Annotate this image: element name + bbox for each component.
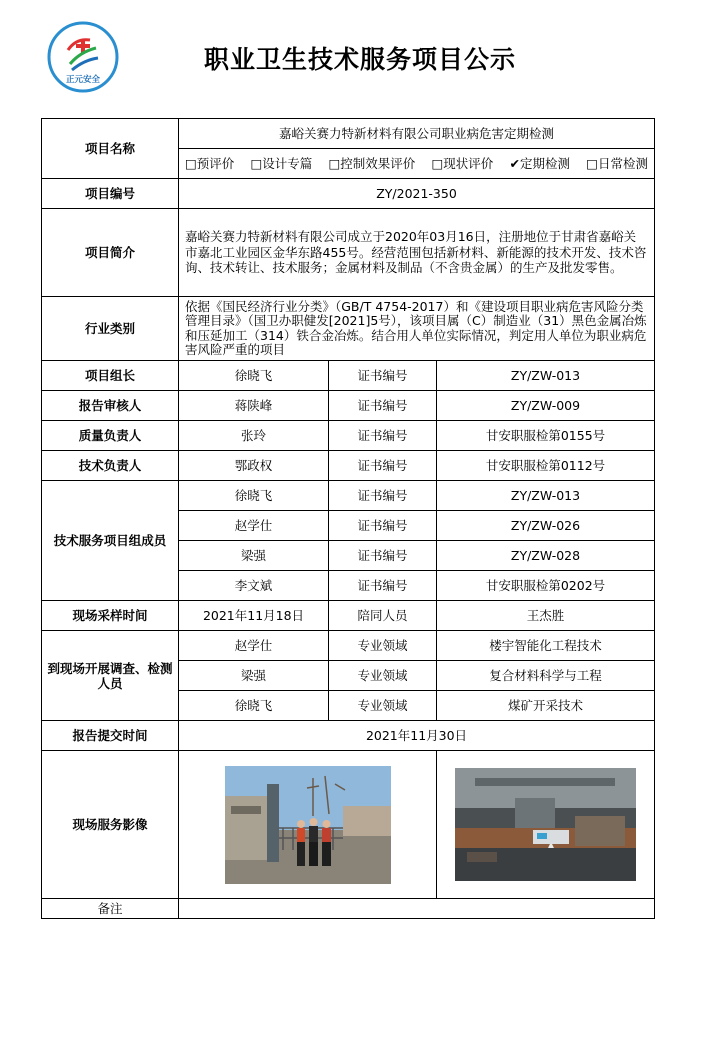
cert-label: 证书编号	[329, 511, 437, 541]
cert-label: 证书编号	[329, 451, 437, 481]
onsite-label: 到现场开展调查、检测人员	[42, 631, 179, 721]
team-member-cert: ZY/ZW-013	[437, 481, 655, 511]
team-label: 技术服务项目组成员	[42, 481, 179, 601]
leader-role: 技术负责人	[42, 451, 179, 481]
onsite-person-field: 复合材料科学与工程	[437, 661, 655, 691]
team-member-name: 徐晓飞	[179, 481, 329, 511]
option-pre-evaluation: □预评价	[185, 156, 235, 171]
site-photo-gate	[225, 766, 391, 884]
companion-name: 王杰胜	[437, 601, 655, 631]
option-daily-test: □日常检测	[586, 156, 648, 171]
project-type-options	[179, 149, 655, 179]
team-member-name: 赵学仕	[179, 511, 329, 541]
report-date-label: 报告提交时间	[42, 721, 179, 751]
project-name-value: 嘉峪关赛力特新材料有限公司职业病危害定期检测	[179, 119, 655, 149]
field-label: 专业领域	[329, 631, 437, 661]
remarks-label: 备注	[42, 899, 179, 919]
industry-text: 依据《国民经济行业分类》（GB/T 4754-2017）和《建设项目职业病危害风险分类管理目录》（国卫办职健发[2021]5号），该项目属（C）制造业（31）黑色金属冶炼和压延加工（314）铁合金冶炼。结合用人单位实际情况，判定用人单位为职业病危害风险严重的项目	[179, 297, 655, 361]
project-number-label: 项目编号	[42, 179, 179, 209]
team-member-cert: 甘安职服检第0202号	[437, 571, 655, 601]
option-periodic-test: ✔定期检测	[509, 156, 570, 171]
leader-role: 报告审核人	[42, 391, 179, 421]
field-label: 专业领域	[329, 691, 437, 721]
project-number-value: ZY/2021-350	[179, 179, 655, 209]
remarks-value	[179, 899, 655, 919]
sampling-label: 现场采样时间	[42, 601, 179, 631]
project-summary-text: 嘉峪关赛力特新材料有限公司成立于2020年03月16日，注册地位于甘肃省嘉峪关市嘉北工业园区金华东路455号。经营范围包括新材料、新能源的技术开发、技术咨询、技术转让、技术服务；金属材料及制品（不含贵金属）的生产及批发零售。	[179, 209, 655, 297]
option-control-evaluation: □控制效果评价	[328, 156, 416, 171]
leader-cert: ZY/ZW-013	[437, 361, 655, 391]
leader-name: 徐晓飞	[179, 361, 329, 391]
onsite-person-name: 梁强	[179, 661, 329, 691]
leader-role: 项目组长	[42, 361, 179, 391]
option-design: □设计专篇	[250, 156, 313, 171]
photo-cell-equipment	[437, 751, 655, 899]
site-photo-equipment	[455, 768, 636, 881]
project-name-label: 项目名称	[42, 119, 179, 179]
cert-label: 证书编号	[329, 391, 437, 421]
field-label: 专业领域	[329, 661, 437, 691]
report-date-value: 2021年11月30日	[179, 721, 655, 751]
project-table	[41, 118, 655, 919]
cert-label: 证书编号	[329, 571, 437, 601]
onsite-person-field: 楼宇智能化工程技术	[437, 631, 655, 661]
companion-label: 陪同人员	[329, 601, 437, 631]
leader-cert: 甘安职服检第0155号	[437, 421, 655, 451]
industry-label: 行业类别	[42, 297, 179, 361]
project-summary-label: 项目简介	[42, 209, 179, 297]
logo-text: 正元安全	[65, 75, 101, 85]
sampling-date: 2021年11月18日	[179, 601, 329, 631]
onsite-person-name: 徐晓飞	[179, 691, 329, 721]
team-member-cert: ZY/ZW-026	[437, 511, 655, 541]
page-title: 职业卫生技术服务项目公示	[203, 45, 516, 74]
cert-label: 证书编号	[329, 421, 437, 451]
photo-cell-gate	[179, 751, 437, 899]
cert-label: 证书编号	[329, 361, 437, 391]
option-status-evaluation: □现状评价	[431, 156, 494, 171]
leader-cert: 甘安职服检第0112号	[437, 451, 655, 481]
photos-label: 现场服务影像	[42, 751, 179, 899]
cert-label: 证书编号	[329, 481, 437, 511]
onsite-person-field: 煤矿开采技术	[437, 691, 655, 721]
leader-name: 鄂政权	[179, 451, 329, 481]
leader-name: 张玲	[179, 421, 329, 451]
onsite-person-name: 赵学仕	[179, 631, 329, 661]
team-member-name: 李文斌	[179, 571, 329, 601]
leader-name: 蒋陕峰	[179, 391, 329, 421]
leader-cert: ZY/ZW-009	[437, 391, 655, 421]
cert-label: 证书编号	[329, 541, 437, 571]
team-member-name: 梁强	[179, 541, 329, 571]
team-member-cert: ZY/ZW-028	[437, 541, 655, 571]
leader-role: 质量负责人	[42, 421, 179, 451]
company-logo	[46, 20, 120, 94]
